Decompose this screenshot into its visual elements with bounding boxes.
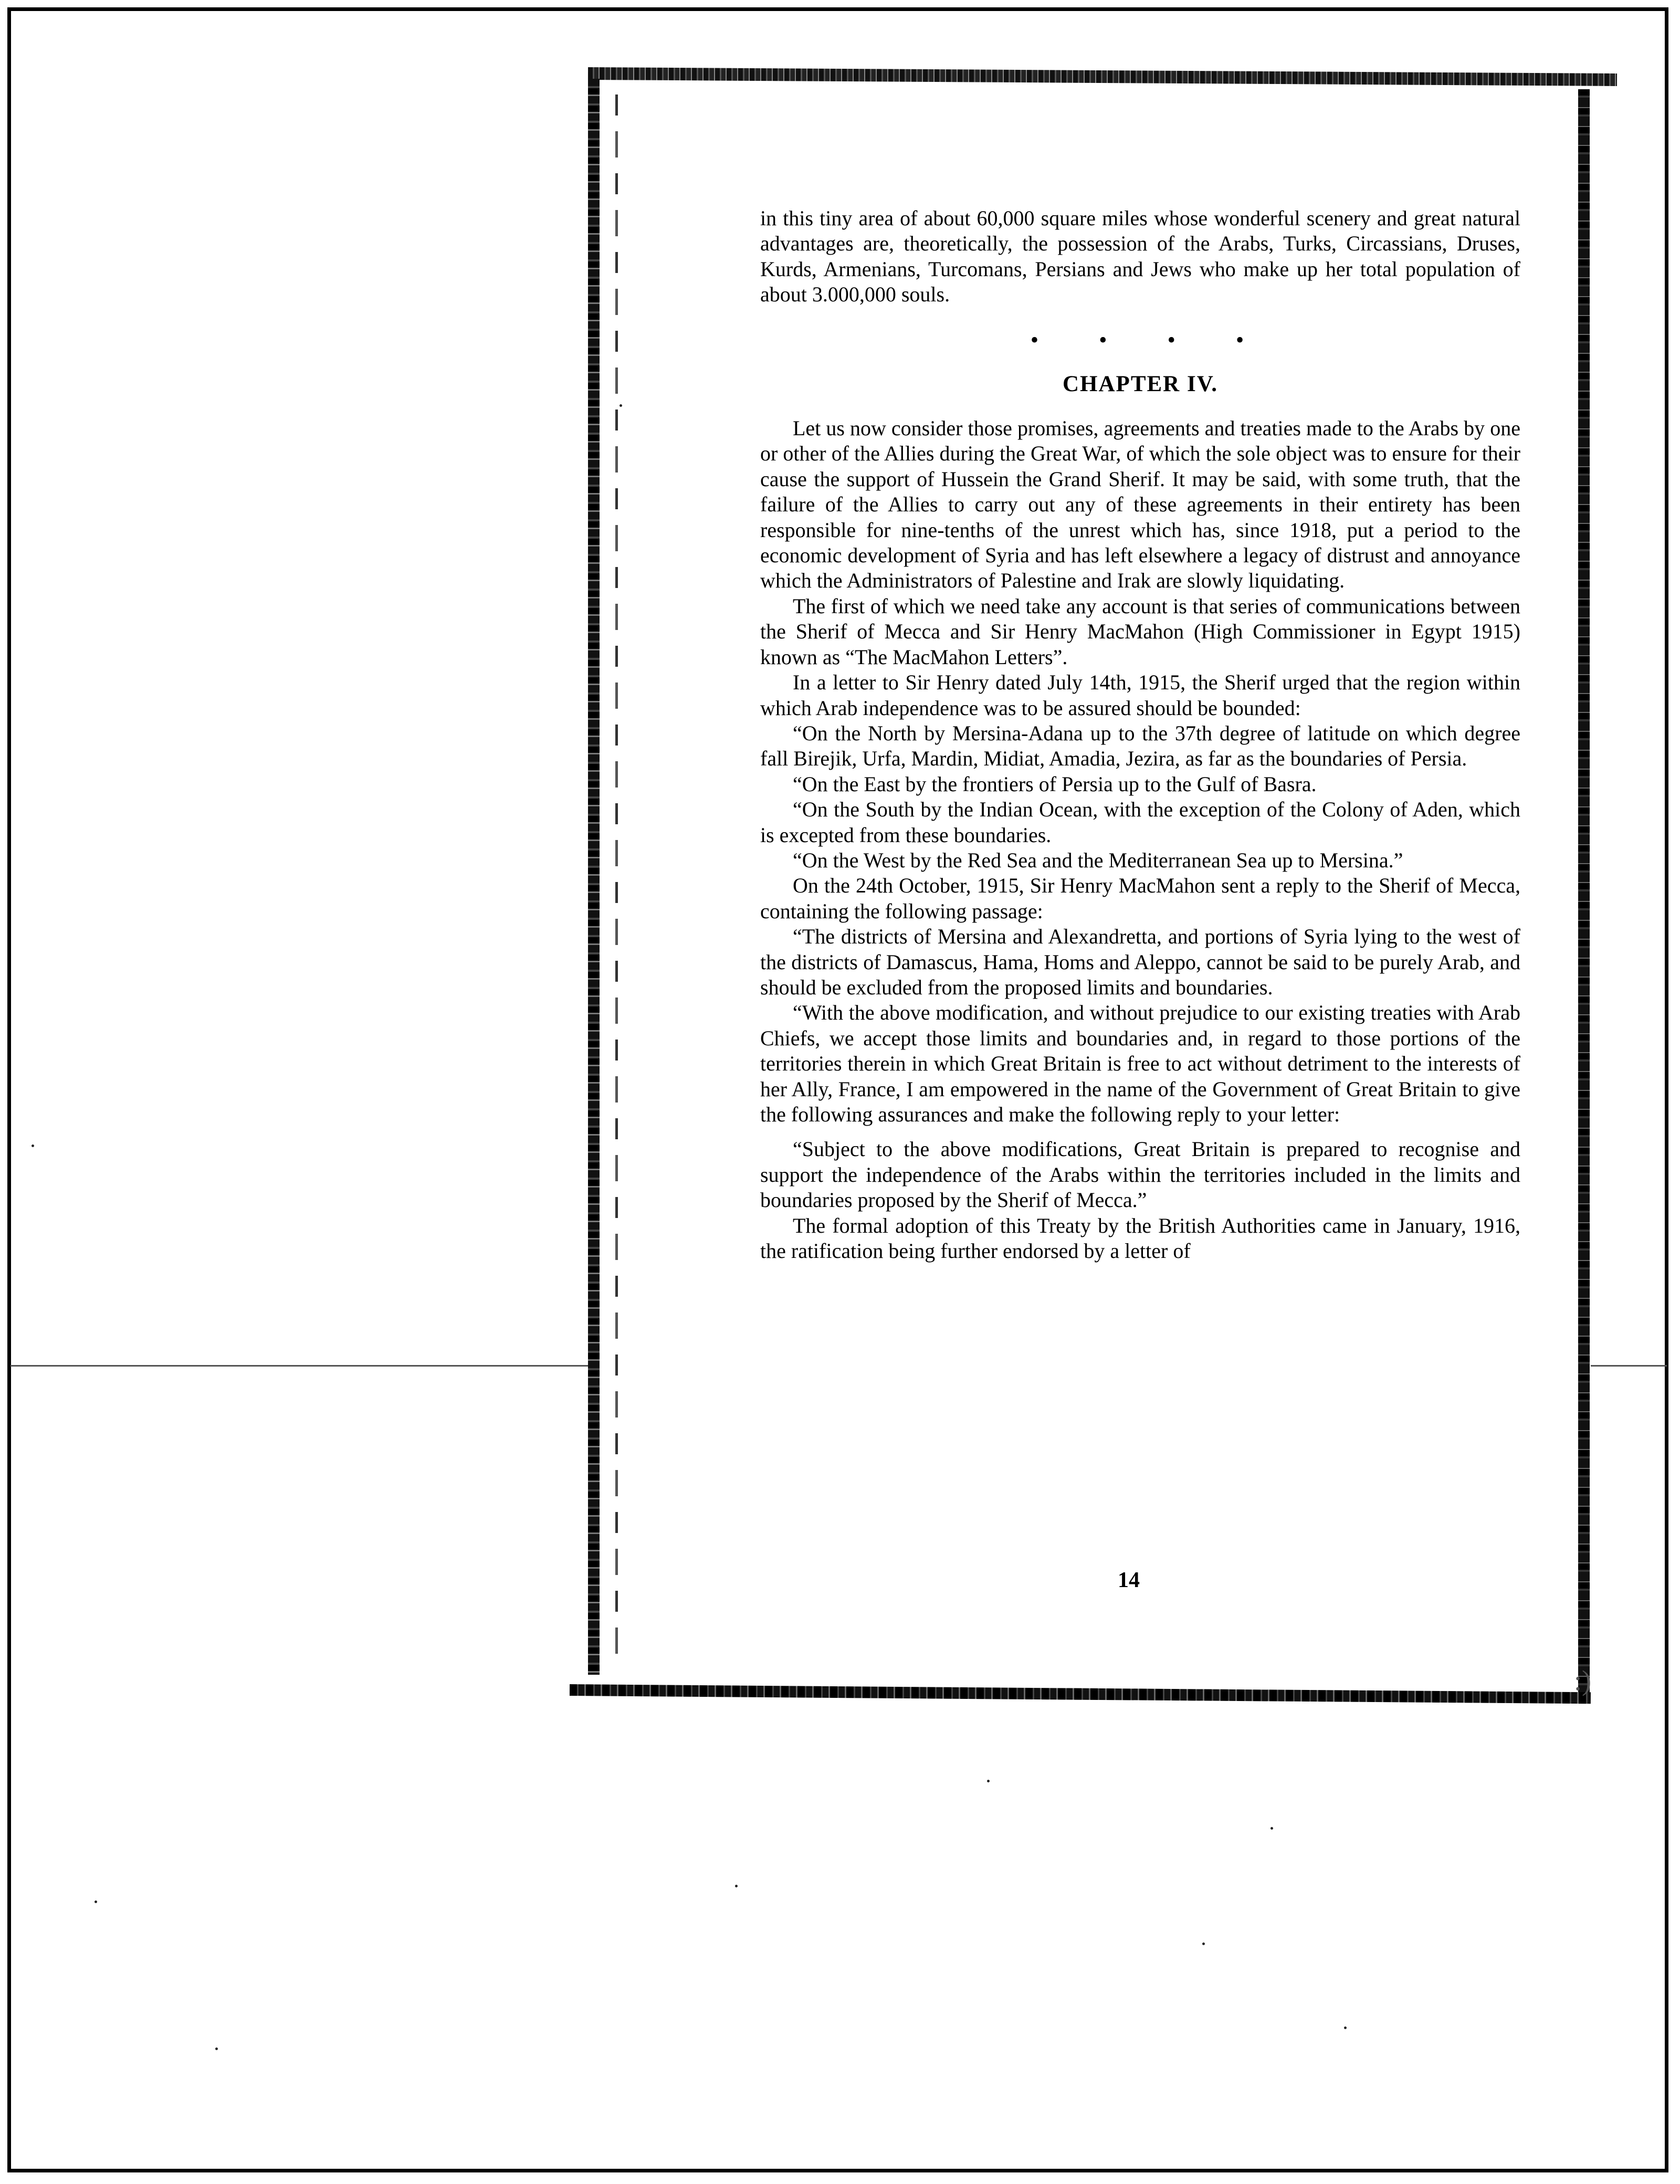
document-text xyxy=(760,206,1520,1264)
scan-speck xyxy=(1344,2026,1347,2029)
quoted-paragraph: “On the East by the frontiers of Persia up to the Gulf of Basra. xyxy=(793,772,1317,796)
scan-artifact-line-left xyxy=(10,1365,588,1367)
page-edge-right xyxy=(1578,89,1590,1696)
quoted-paragraph: “On the North by Mersina-Adana up to the 37th degree of latitude on which degree fall Birejik, Urfa, Mardin, Midiat, Amadia, Jezira, as far as the boundaries of Persia. xyxy=(760,721,1520,771)
margin-scribble-mark: :) xyxy=(1574,1665,1591,1696)
paragraph: In a letter to Sir Henry dated July 14th, 1915, the Sherif urged that the region within which Arab independence was to be assured should be bounded: xyxy=(760,670,1520,720)
paragraph: The formal adoption of this Treaty by the British Authorities came in January, 1916, the ratification being further endorsed by a letter of xyxy=(760,1213,1520,1263)
paragraph-continued: in this tiny area of about 60,000 square miles whose wonderful scenery and great natural advantages are, theoretically, the possession of the Arabs, Turks, Circassians, Druses, Kurds, Armenians, Turcomans, Persians and Jews who make up her total population of about 3.000,000 souls. xyxy=(760,206,1520,307)
page-edge-left-inner xyxy=(615,94,618,1664)
page-number: 14 xyxy=(1118,1568,1140,1592)
quoted-paragraph: “Subject to the above modifications, Great Britain is prepared to recognise and support the independence of the Arabs within the territories included in the limits and boundaries proposed by the Sherif of Mecca.” xyxy=(760,1137,1520,1212)
quoted-paragraph: “On the South by the Indian Ocean, with the exception of the Colony of Aden, which is excepted from these boundaries. xyxy=(760,797,1520,847)
scan-speck xyxy=(735,1885,738,1887)
paragraph: The first of which we need take any account is that series of communications between the Sherif of Mecca and Sir Henry MacMahon (High Commissioner in Egypt 1915) known as “The MacMahon Letters”. xyxy=(760,594,1520,669)
paragraph: On the 24th October, 1915, Sir Henry MacMahon sent a reply to the Sherif of Mecca, containing the following passage: xyxy=(760,874,1520,923)
scan-speck xyxy=(215,2048,218,2050)
scan-speck xyxy=(987,1780,990,1782)
chapter-heading: CHAPTER IV. xyxy=(1063,371,1218,396)
quoted-paragraph: “The districts of Mersina and Alexandretta, and portions of Syria lying to the west of the districts of Damascus, Hama, Homs and Aleppo, cannot be said to be purely Arab, and should be excluded from the proposed limits and boundaries. xyxy=(760,925,1520,999)
page-edge-left xyxy=(588,79,600,1675)
section-separator: • • • • xyxy=(1030,327,1272,353)
paragraph: Let us now consider those promises, agreements and treaties made to the Arabs by one or other of the Allies during the Great War, of which the sole object was to ensure for their cause the support of Hussein the Grand Sherif. It may be said, with some truth, that the failure of the Allies to carry out any of these agreements in their entirety has been responsible for nine-tenths of the unrest which has, since 1918, put a period to the economic development of Syria and has left elsewhere a legacy of distrust and annoyance which the Administrators of Palestine and Irak are slowly liquidating. xyxy=(760,416,1520,593)
quoted-paragraph: “With the above modification, and without prejudice to our existing treaties with Arab Chiefs, we accept those limits and boundaries and, in regard to those portions of the territories therein in which Great Britain is free to act without detriment to the interests of her Ally, France, I am empowered in the name of the Government of Great Britain to give the following assurances and make the following reply to your letter: xyxy=(760,1001,1520,1126)
scan-speck xyxy=(1202,1942,1205,1945)
quoted-paragraph: “On the West by the Red Sea and the Mediterranean Sea up to Mersina.” xyxy=(793,848,1403,872)
scan-speck xyxy=(32,1144,34,1147)
scan-speck xyxy=(1270,1827,1273,1830)
scan-speck xyxy=(94,1900,97,1903)
scan-speck xyxy=(620,404,622,407)
scan-artifact-line-right xyxy=(1591,1365,1667,1367)
